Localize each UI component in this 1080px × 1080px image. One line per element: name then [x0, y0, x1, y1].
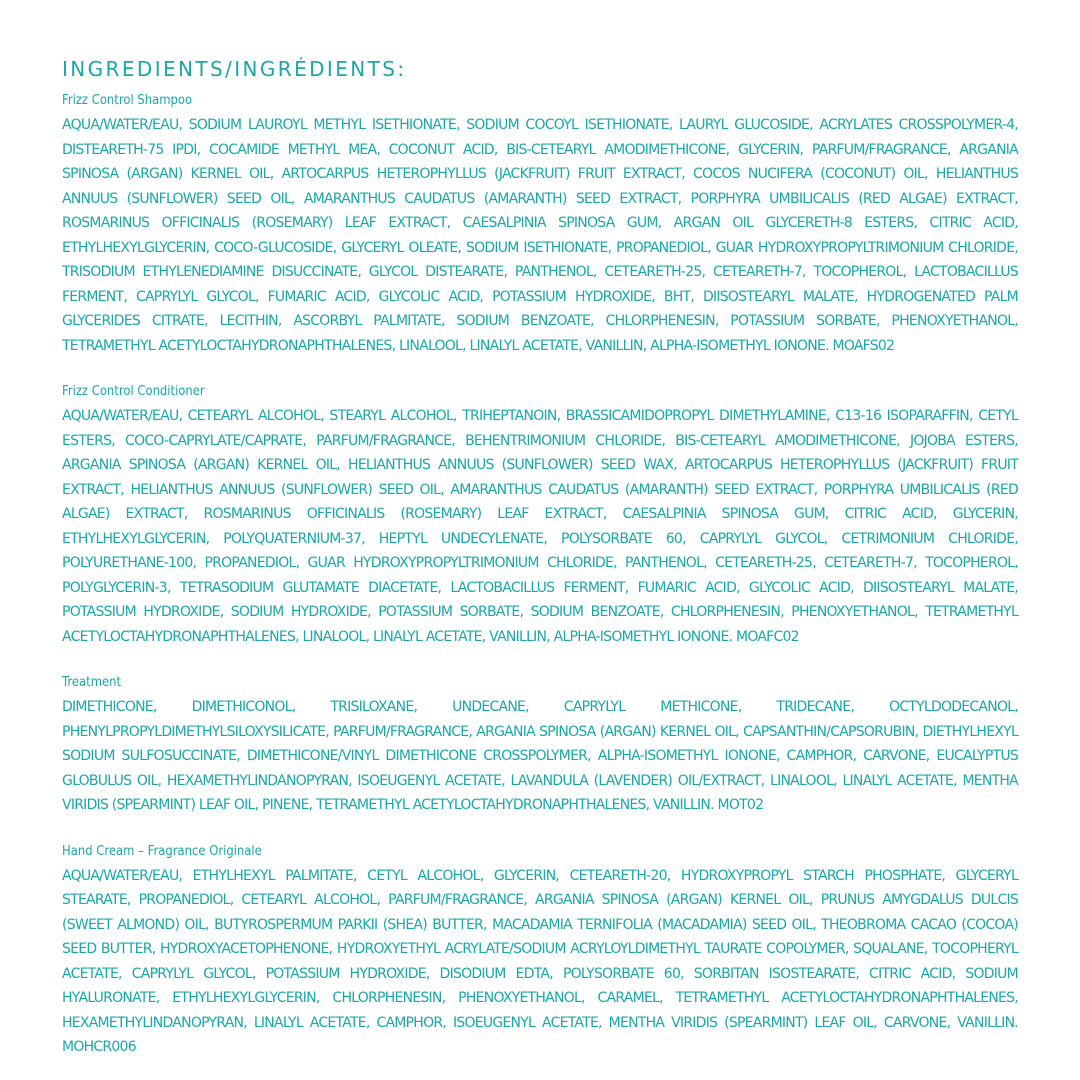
section-treatment: [62, 672, 1018, 818]
section-title-treatment: Treatment: [62, 674, 122, 690]
section-hand-cream: [62, 841, 1018, 1060]
ingredients-list-shampoo: AQUA/WATER/EAU, SODIUM LAUROYL METHYL ISETHIONATE, SODIUM COCOYL ISETHIONATE, LAURYL GLUCOSIDE, ACRYLATES CROSSPOLYMER-4, DISTEARETH-75 IPDI, COCAMIDE METHYL MEA, COCONUT ACID, BIS-CETEARYL AMODIMETHICONE, GLYCERIN, PARFUM/FRAGRANCE, ARGANIA SPINOSA (ARGAN) KERNEL OIL, ARTOCARPUS HETEROPHYLLUS (JACKFRUIT) FRUIT EXTRACT, COCOS NUCIFERA (COCONUT) OIL, HELIANTHUS ANNUUS (SUNFLOWER) SEED OIL, AMARANTHUS CAUDATUS (AMARANTH) SEED EXTRACT, PORPHYRA UMBILICALIS (RED ALGAE) EXTRACT, ROSMARINUS OFFICINALIS (ROSEMARY) LEAF EXTRACT, CAESALPINIA SPINOSA GUM, ARGAN OIL GLYCERETH-8 ESTERS, CITRIC ACID, ETHYLHEXYLGLYCERIN, COCO-GLUCOSIDE, GLYCERYL OLEATE, SODIUM ISETHIONATE, PROPANEDIOL, GUAR HYDROXYPROPYLTRIMONIUM CHLORIDE, TRISODIUM ETHYLENEDIAMINE DISUCCINATE, GLYCOL DISTEARATE, PANTHENOL, CETEARETH-25, CETEARETH-7, TOCOPHEROL, LACTOBACILLUS FERMENT, CAPRYLYL GLYCOL, FUMARIC ACID, GLYCOLIC ACID, POTASSIUM HYDROXIDE, BHT, DIISOSTEARYL MALATE, HYDROGENATED PALM GLYCERIDES CITRATE, LECITHIN, ASCORBYL PALMITATE, SODIUM BENZOATE, CHLORPHENESIN, POTASSIUM SORBATE, PHENOXYETHANOL, TETRAMETHYL ACETYLOCTAHYDRONAPHTHALENES, LINALOOL, LINALYL ACETATE, VANILLIN, ALPHA-ISOMETHYL IONONE. MOAFS02: [62, 117, 1018, 354]
section-title-conditioner: Frizz Control Conditioner: [62, 383, 205, 399]
ingredients-list-hand-cream: AQUA/WATER/EAU, ETHYLHEXYL PALMITATE, CETYL ALCOHOL, GLYCERIN, CETEARETH-20, HYDROXYPROPYL STARCH PHOSPHATE, GLYCERYL STEARATE, PROPANEDIOL, CETEARYL ALCOHOL, PARFUM/FRAGRANCE, ARGANIA SPINOSA (ARGAN) KERNEL OIL, PRUNUS AMYGDALUS DULCIS (SWEET ALMOND) OIL, BUTYROSPERMUM PARKII (SHEA) BUTTER, MACADAMIA TERNIFOLIA (MACADAMIA) SEED OIL, THEOBROMA CACAO (COCOA) SEED BUTTER, HYDROXYACETOPHENONE, HYDROXYETHYL ACRYLATE/SODIUM ACRYLOYLDIMETHYL TAURATE COPOLYMER, SQUALANE, TOCOPHERYL ACETATE, CAPRYLYL GLYCOL, POTASSIUM HYDROXIDE, DISODIUM EDTA, POLYSORBATE 60, SORBITAN ISOSTEARATE, CITRIC ACID, SODIUM HYALURONATE, ETHYLHEXYLGLYCERIN, CHLORPHENESIN, PHENOXYETHANOL, CARAMEL, TETRAMETHYL ACETYLOCTAHYDRONAPHTHALENES, HEXAMETHYLINDANOPYRAN, LINALYL ACETATE, CAMPHOR, ISOEUGENYL ACETATE, MENTHA VIRIDIS (SPEARMINT) LEAF OIL, CARVONE, VANILLIN. MOHCR006: [62, 867, 1018, 1055]
section-conditioner: [62, 381, 1018, 649]
section-shampoo: [62, 90, 1018, 358]
ingredients-list-treatment: DIMETHICONE, DIMETHICONOL, TRISILOXANE, UNDECANE, CAPRYLYL METHICONE, TRIDECANE, OCTYLDODECANOL, PHENYLPROPYLDIMETHYLSILOXYSILICATE, PARFUM/FRAGRANCE, ARGANIA SPINOSA (ARGAN) KERNEL OIL, CAPSANTHIN/CAPSORUBIN, DIETHYLHEXYL SODIUM SULFOSUCCINATE, DIMETHICONE/VINYL DIMETHICONE CROSSPOLYMER, ALPHA-ISOMETHYL IONONE, CAMPHOR, CARVONE, EUCALYPTUS GLOBULUS OIL, HEXAMETHYLINDANOPYRAN, ISOEUGENYL ACETATE, LAVANDULA (LAVENDER) OIL/EXTRACT, LINALOOL, LINALYL ACETATE, MENTHA VIRIDIS (SPEARMINT) LEAF OIL, PINENE, TETRAMETHYL ACETYLOCTAHYDRONAPHTHALENES, VANILLIN. MOT02: [62, 699, 1018, 813]
section-title-hand-cream: Hand Cream – Fragrance Originale: [62, 842, 262, 859]
ingredients-document: [62, 56, 1018, 1060]
page-title: INGREDIENTS/INGRÉDIENTS:: [62, 57, 407, 81]
ingredients-list-conditioner: AQUA/WATER/EAU, CETEARYL ALCOHOL, STEARYL ALCOHOL, TRIHEPTANOIN, BRASSICAMIDOPROPYL DIMETHYLAMINE, C13-16 ISOPARAFFIN, CETYL ESTERS, COCO-CAPRYLATE/CAPRATE, PARFUM/FRAGRANCE, BEHENTRIMONIUM CHLORIDE, BIS-CETEARYL AMODIMETHICONE, JOJOBA ESTERS, ARGANIA SPINOSA (ARGAN) KERNEL OIL, HELIANTHUS ANNUUS (SUNFLOWER) SEED WAX, ARTOCARPUS HETEROPHYLLUS (JACKFRUIT) FRUIT EXTRACT, HELIANTHUS ANNUUS (SUNFLOWER) SEED OIL, AMARANTHUS CAUDATUS (AMARANTH) SEED EXTRACT, PORPHYRA UMBILICALIS (RED ALGAE) EXTRACT, ROSMARINUS OFFICINALIS (ROSEMARY) LEAF EXTRACT, CAESALPINIA SPINOSA GUM, CITRIC ACID, GLYCERIN, ETHYLHEXYLGLYCERIN, POLYQUATERNIUM-37, HEPTYL UNDECYLENATE, POLYSORBATE 60, CAPRYLYL GLYCOL, CETRIMONIUM CHLORIDE, POLYURETHANE-100, PROPANEDIOL, GUAR HYDROXYPROPYLTRIMONIUM CHLORIDE, PANTHENOL, CETEARETH-25, CETEARETH-7, TOCOPHEROL, POLYGLYCERIN-3, TETRASODIUM GLUTAMATE DIACETATE, LACTOBACILLUS FERMENT, FUMARIC ACID, GLYCOLIC ACID, DIISOSTEARYL MALATE, POTASSIUM HYDROXIDE, SODIUM HYDROXIDE, POTASSIUM SORBATE, SODIUM BENZOATE, CHLORPHENESIN, PHENOXYETHANOL, TETRAMETHYL ACETYLOCTAHYDRONAPHTHALENES, LINALOOL, LINALYL ACETATE, VANILLIN, ALPHA-ISOMETHYL IONONE. MOAFC02: [62, 408, 1018, 645]
section-title-shampoo: Frizz Control Shampoo: [62, 92, 193, 108]
